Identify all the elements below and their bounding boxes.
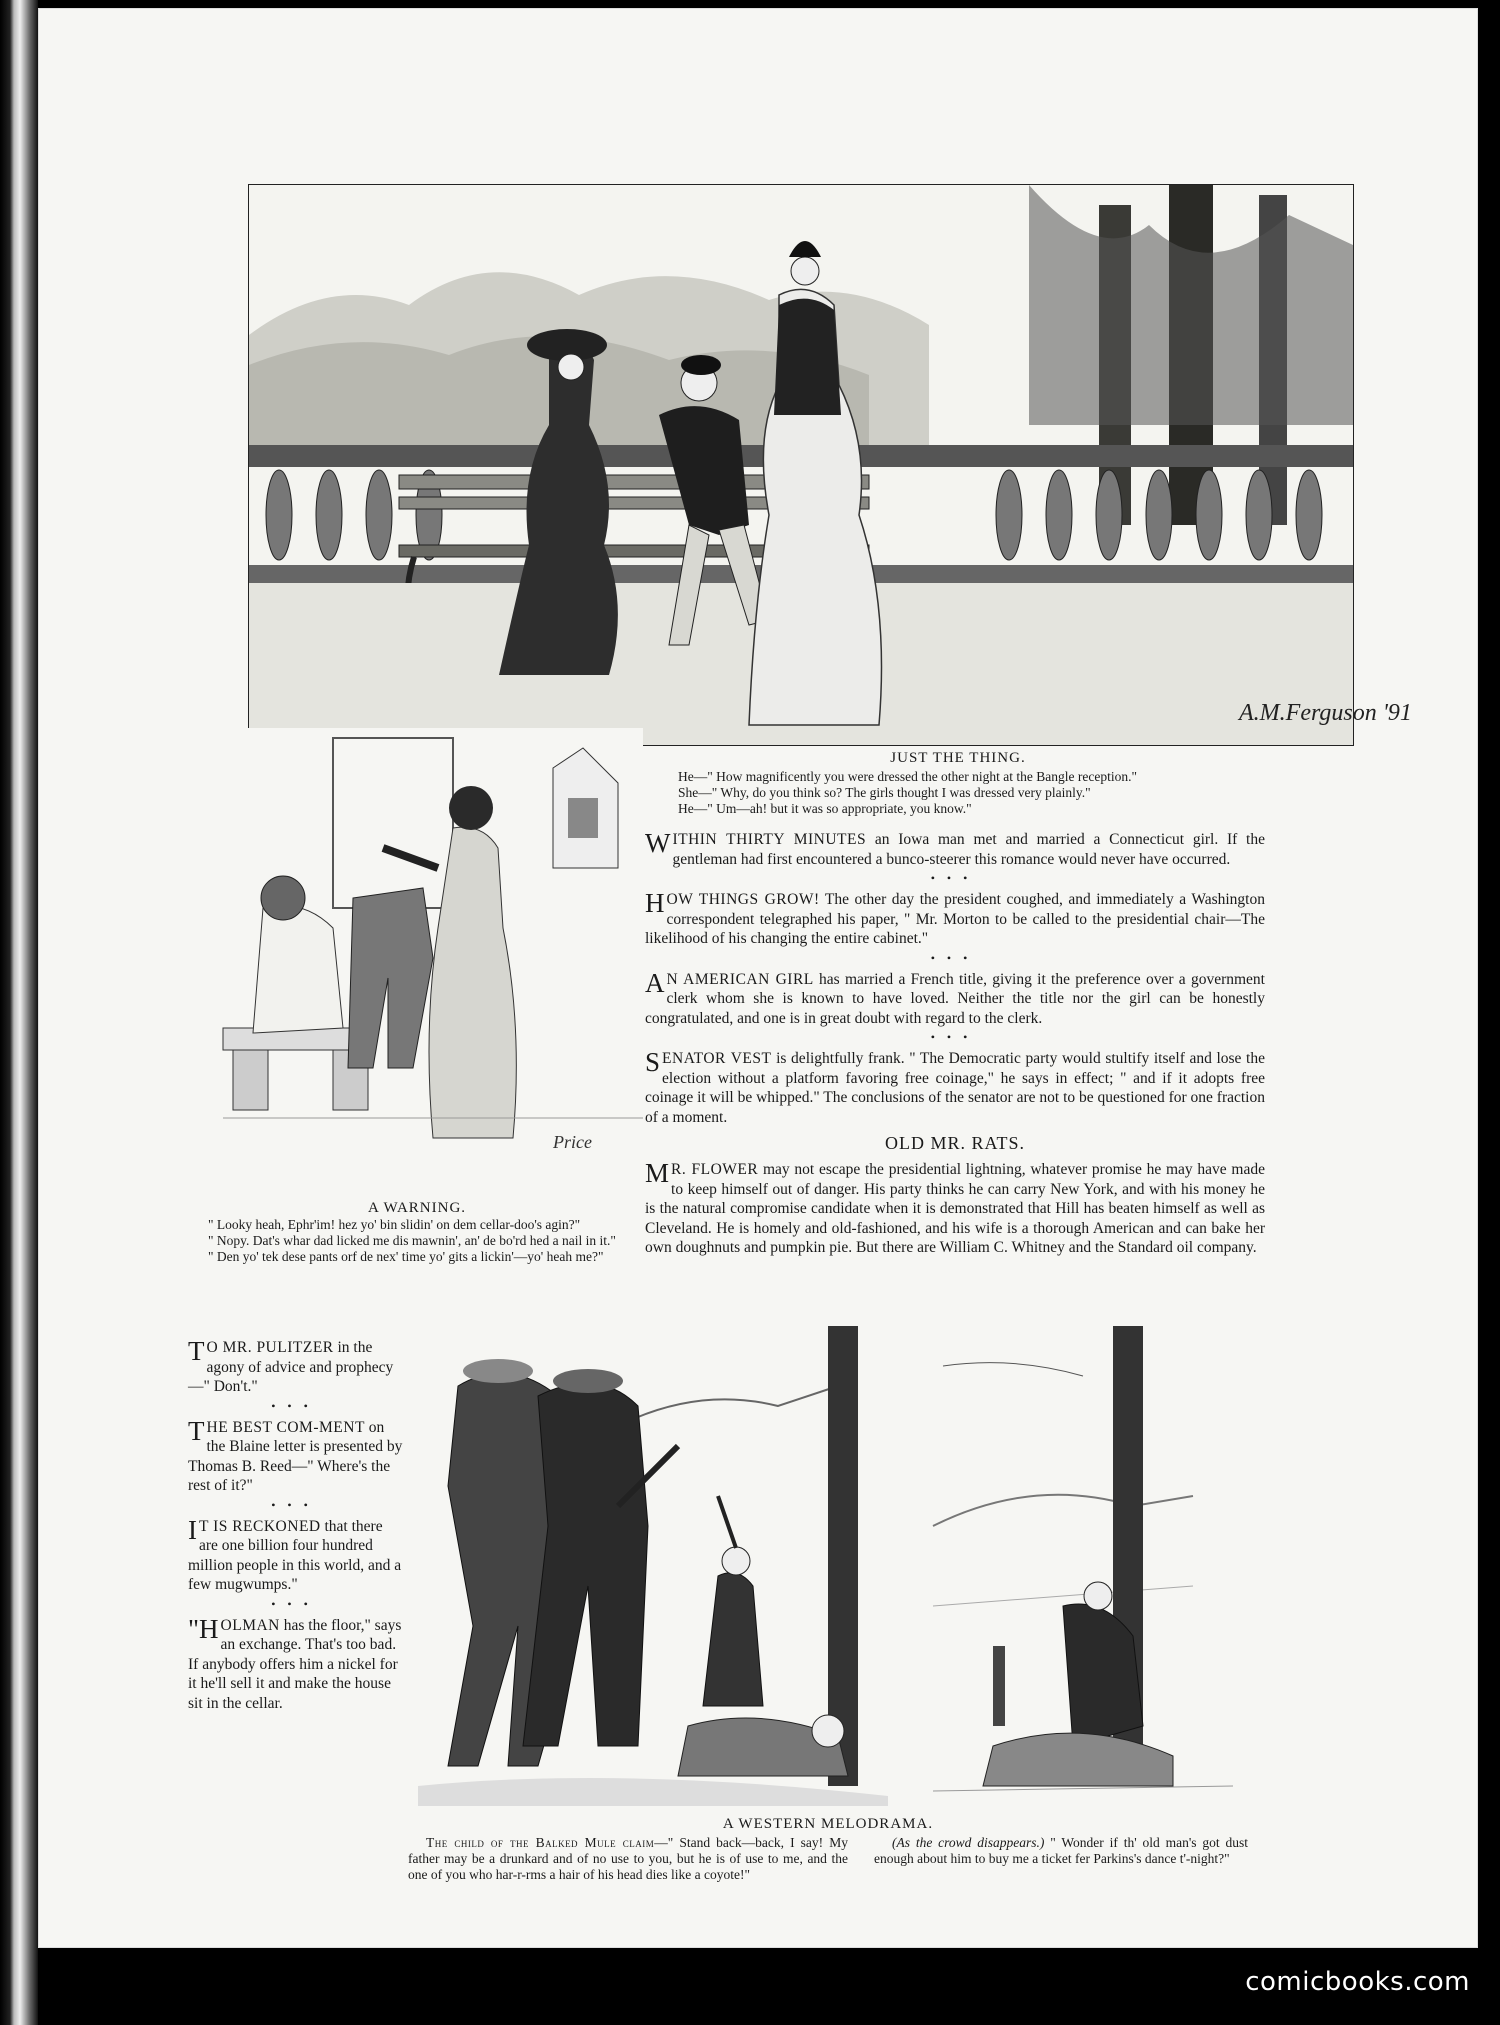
warning-line-1: " Looky heah, Ephr'im! hez yo' bin slidin' on dem cellar-doo's agin?" [208,1217,581,1232]
separator-dots: ••• [271,1398,320,1413]
dialogue-he-1: He—" How magnificently you were dressed the other night at the Bangle reception." [678,769,1138,784]
western-title: A WESTERN MELODRAMA. [722,1816,934,1832]
just-the-thing-title: JUST THE THING. [890,750,1026,766]
old-mr-rats-heading: OLD MR. RATS. [884,1133,1026,1153]
item-pulitzer: T O MR. PULITZER in the agony of advice and prophecy—" Don't." [188,1336,394,1395]
separator-dots: ••• [930,871,980,885]
item-reckoned: I T IS RECKONED that there are one billion four hundred million people in this world, and a few mugwumps." [188,1514,402,1593]
terrace-scene-drawing [249,185,1412,745]
top-signature: A.M.Ferguson '91 [1239,700,1412,726]
left-column [188,1338,403,1713]
warning-line-3: " Den yo' tek dese pants orf de nex' time yo' gits a lickin'—yo' heah me?" [208,1249,604,1264]
item-senator-vest: SENATOR VEST is delightfully frank. " The Democratic party would stultify itself and lose the election without a platform favoring free coinage," he says in effect; " and if it adopts free coinage it will be whipped." The conclusions of the senator are not to be questioned for one fraction of a moment. [645,1047,1265,1126]
western-right-caption: (As the crowd disappears.) " Wonder if th' old man's got dust enough about him to buy me a ticket fer Parkins's dance t'-night?" [874,1835,1248,1866]
site-watermark: comicbooks.com [1245,1967,1470,1997]
western-caption [408,1816,1248,1883]
western-right-drawing [933,1326,1233,1806]
separator-dots: ••• [930,950,980,965]
dialogue-she: She—" Why, do you think so? The girls thought I was dressed very plainly." [678,785,1091,800]
dialogue-he-2: He—" Um—ah! but it was so appropriate, you know." [678,801,972,816]
illustration-just-the-thing [248,184,1412,746]
warning-caption [188,1200,646,1265]
news-column [645,830,1265,1258]
magazine-page [38,8,1478,1948]
just-the-thing-caption [678,750,1238,817]
warning-signature: Price [553,1132,592,1152]
item-things-grow: HOW THINGS GROW! The other day the president coughed, and immediately a Washington correspondent telegraphed his paper, " Mr. Morton to be called to the presidential chair—The likelihood of his changing the entire cabinet." [645,888,1265,947]
western-left-caption: The child of the Balked Mule claim—" Stand back—back, I say! My father may be a drunkard and of no use to you, but he is of use to me, and the one of you who har-r-rms a hair of his head dies like a coyote!" [408,1835,848,1882]
illustration-western-left [418,1326,888,1806]
separator-dots: ••• [271,1596,320,1611]
western-left-drawing [418,1326,888,1806]
item-holman: "HOLMAN has the floor," says an exchange. That's too bad. If anybody offers him a nickel for it he'll sell it and make the house sit in the cellar. [188,1613,402,1712]
item-best-comment: THE BEST COM-MENT on the Blaine letter is presented by Thomas B. Reed—" Where's the rest of it?" [188,1415,403,1494]
item-american-girl: A N AMERICAN GIRL has married a French title, giving it the preference over a government clerk whom she is known to have loved. Neither the title nor the girl can be honestly congratulated, and one is in great doubt with regard to the clerk. [645,967,1265,1027]
item-mr-flower: M R. FLOWER may not escape the presidential lightning, whatever promise he may have made to keep himself out of danger. His party thinks he can carry New York, and with his money he is the natural compromise candidate when it is demonstrated that Hill has beaten himself as well as Cleveland. He is homely and old-fashioned, and his wife is a thorough American and can bake her own doughnuts and pumpkin pie. But there are William C. Whitney and the Standard oil company. [645,1158,1265,1256]
illustration-a-warning [223,728,643,1168]
item-thirty-minutes: WITHIN THIRTY MINUTES an Iowa man met and married a Connecticut girl. If the gentleman had first encountered a bunco-steerer this romance would never have occurred. [645,828,1265,868]
warning-line-2: " Nopy. Dat's whar dad licked me dis mawnin', an' de bo'rd hed a nail in it." [208,1233,616,1248]
book-spine [0,0,38,2025]
warning-scene-drawing [223,728,643,1168]
separator-dots: ••• [271,1497,320,1512]
separator-dots: ••• [930,1030,980,1044]
illustration-western-right [933,1326,1233,1806]
warning-title: A WARNING. [367,1200,467,1216]
